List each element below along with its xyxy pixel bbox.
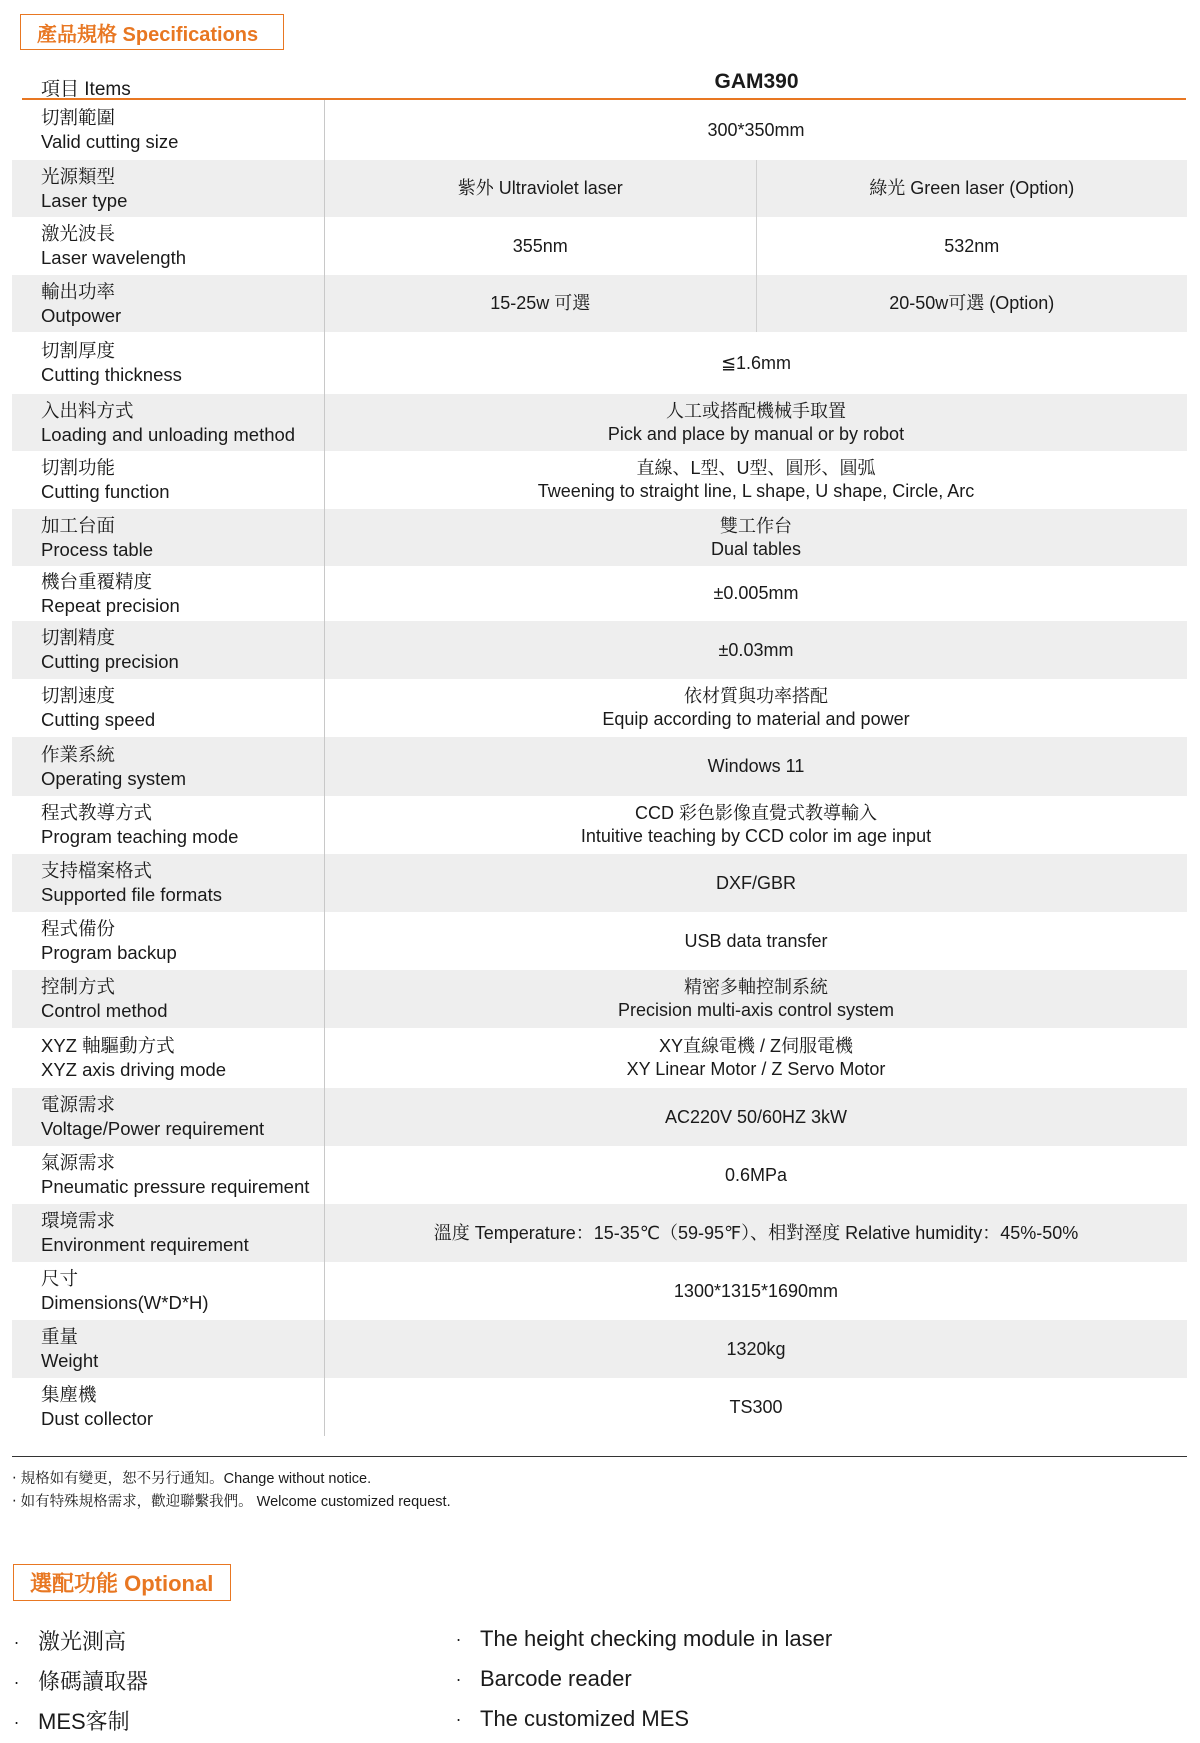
item-value <box>325 160 1187 217</box>
item-label-en: Supported file formats <box>41 884 222 905</box>
bullet-icon: ‧ <box>456 1673 462 1690</box>
item-label <box>12 679 325 737</box>
item-label <box>12 796 325 854</box>
item-value <box>325 394 1187 451</box>
list-item: ‧ MES客制 <box>14 1703 148 1743</box>
value-bilingual <box>618 976 894 1022</box>
item-label-zh: 環境需求 <box>41 1210 116 1231</box>
table-row <box>12 912 1187 970</box>
item-value: 300*350mm <box>707 119 805 140</box>
specifications-title: 產品規格 Specifications <box>20 14 284 50</box>
item-label <box>12 1088 325 1146</box>
value-bilingual <box>608 400 904 446</box>
value-en: Intuitive teaching by CCD color im age input <box>580 826 932 846</box>
item-label-en: Voltage/Power requirement <box>41 1118 265 1139</box>
item-label <box>12 737 325 796</box>
item-label-zh: 切割厚度 <box>41 340 116 361</box>
item-label-zh: 激光波長 <box>41 223 116 244</box>
table-row <box>12 566 1187 621</box>
item-label-en: Laser wavelength <box>41 247 187 268</box>
item-label <box>12 451 325 509</box>
item-label <box>12 100 325 160</box>
item-value: ±0.03mm <box>718 639 794 660</box>
value-standard: 355nm <box>512 235 568 256</box>
item-label-zh: 切割功能 <box>41 457 116 478</box>
table-row <box>12 100 1187 160</box>
item-label <box>12 854 325 912</box>
item-label-en: Program backup <box>41 942 177 963</box>
table-row <box>12 1378 1187 1436</box>
table-row <box>12 160 1187 217</box>
item-label-en: Valid cutting size <box>41 131 179 152</box>
value-en: Equip according to material and power <box>602 709 910 729</box>
item-value: DXF/GBR <box>715 872 796 893</box>
value-en: XY Linear Motor / Z Servo Motor <box>626 1059 886 1079</box>
item-value <box>325 509 1187 566</box>
item-label-en: Outpower <box>41 304 122 326</box>
table-row <box>12 1320 1187 1378</box>
item-label-zh: 支持檔案格式 <box>41 860 153 881</box>
table-row <box>12 509 1187 566</box>
bullet-icon: ‧ <box>14 1676 20 1693</box>
item-value: TS300 <box>729 1396 783 1417</box>
item-label-en: Cutting thickness <box>41 364 182 385</box>
item-label <box>12 509 325 566</box>
item-label <box>12 912 325 970</box>
item-label-zh: 機台重覆精度 <box>41 570 153 592</box>
item-value <box>325 217 1187 275</box>
table-row <box>12 679 1187 737</box>
item-label-zh: 輸出功率 <box>41 280 116 302</box>
item-label-en: Dimensions(W*D*H) <box>41 1292 209 1313</box>
table-row <box>12 1204 1187 1262</box>
item-label <box>12 1320 325 1378</box>
note-customized-request: ‧ 如有特殊規格需求，歡迎聯繫我們。 Welcome customized request. <box>12 1494 451 1510</box>
note-change-notice: ‧ 規格如有變更，恕不另行通知。Change without notice. <box>12 1471 372 1487</box>
item-label-zh: 程式備份 <box>41 918 116 939</box>
item-label-zh: 切割精度 <box>41 627 116 648</box>
item-label <box>12 160 325 217</box>
item-value: ≦1.6mm <box>720 352 792 373</box>
item-label <box>12 1262 325 1320</box>
item-value <box>325 275 1187 332</box>
optional-list-zh <box>14 1623 148 1743</box>
item-value <box>325 679 1187 737</box>
value-option: 綠光 Green laser (Option) <box>756 160 1188 217</box>
table-row <box>12 1262 1187 1320</box>
item-value: 1300*1315*1690mm <box>673 1280 839 1301</box>
value-zh: 直線、L型、U型、圓形、圓弧 <box>636 458 876 478</box>
spec-table <box>12 100 1187 1436</box>
item-value: USB data transfer <box>684 930 828 951</box>
item-label-en: Environment requirement <box>41 1234 249 1255</box>
item-label <box>12 1028 325 1088</box>
list-item: ‧ The customized MES <box>456 1700 832 1740</box>
item-label <box>12 1378 325 1436</box>
item-label-zh: 加工台面 <box>41 514 116 536</box>
item-value: 0.6MPa <box>724 1164 788 1185</box>
table-row <box>12 394 1187 451</box>
item-label-zh: XYZ 軸驅動方式 <box>41 1035 175 1056</box>
item-value: 1320kg <box>726 1338 786 1359</box>
item-label-en: Program teaching mode <box>41 826 239 847</box>
item-label <box>12 217 325 275</box>
notes <box>12 1468 451 1514</box>
value-zh: 雙工作台 <box>720 515 792 536</box>
item-label-zh: 電源需求 <box>41 1094 116 1115</box>
table-row <box>12 275 1187 332</box>
table-row <box>12 217 1187 275</box>
value-standard: 紫外 Ultraviolet laser <box>457 178 623 198</box>
item-label-zh: 重量 <box>41 1326 79 1347</box>
model-column-label: GAM390 <box>714 70 799 93</box>
optional-title: 選配功能 Optional <box>13 1564 231 1601</box>
optional-list-en <box>456 1620 832 1740</box>
item-label-zh: 入出料方式 <box>41 399 134 421</box>
table-bottom-rule <box>12 1456 1187 1457</box>
table-row <box>12 332 1187 394</box>
table-row <box>12 451 1187 509</box>
item-label-en: Dust collector <box>41 1408 154 1429</box>
table-row <box>12 1088 1187 1146</box>
item-label-zh: 集塵機 <box>41 1384 97 1405</box>
table-row <box>12 854 1187 912</box>
value-option: 532nm <box>756 217 1188 275</box>
item-label-zh: 切割速度 <box>41 685 116 706</box>
table-row <box>12 1028 1187 1088</box>
value-en: Precision multi-axis control system <box>617 1000 895 1020</box>
value-bilingual <box>538 457 975 503</box>
items-column-label: 項目 Items <box>41 79 131 100</box>
value-en: Dual tables <box>710 538 802 559</box>
item-label-en: Cutting speed <box>41 709 156 730</box>
list-item: ‧ 激光測高 <box>14 1623 148 1663</box>
item-label-en: Process table <box>41 538 154 560</box>
table-row <box>12 621 1187 679</box>
value-zh: 精密多軸控制系統 <box>683 977 828 997</box>
item-value: ±0.005mm <box>713 583 799 603</box>
table-row <box>12 970 1187 1028</box>
item-value: 溫度 Temperature：15-35℃（59-95℉）、相對溼度 Relative humidity：45%-50% <box>433 1222 1079 1243</box>
bullet-icon: ‧ <box>14 1716 20 1733</box>
item-label-en: Operating system <box>41 767 186 789</box>
value-zh: 人工或搭配機械手取置 <box>665 400 846 421</box>
item-label-en: Laser type <box>41 189 128 211</box>
item-label <box>12 1204 325 1262</box>
item-label <box>12 621 325 679</box>
value-zh: CCD 彩色影像直覺式教導輸入 <box>635 803 877 823</box>
value-bilingual <box>581 802 931 848</box>
item-value <box>325 970 1187 1028</box>
list-item: ‧ The height checking module in laser <box>456 1620 832 1660</box>
item-label <box>12 332 325 394</box>
bullet-icon: ‧ <box>14 1636 20 1653</box>
item-label-zh: 尺寸 <box>41 1268 79 1289</box>
list-item: ‧ Barcode reader <box>456 1660 832 1700</box>
spec-table-header <box>22 70 1186 100</box>
item-value <box>325 796 1187 854</box>
item-value <box>325 1028 1187 1088</box>
item-value: Windows 11 <box>707 756 805 776</box>
item-label-en: Pneumatic pressure requirement <box>41 1176 310 1197</box>
item-label-en: Weight <box>41 1350 99 1371</box>
value-en: Pick and place by manual or by robot <box>607 423 905 444</box>
item-label <box>12 394 325 451</box>
item-label <box>12 566 325 621</box>
value-zh: XY直線電機 / Z伺服電機 <box>658 1036 853 1056</box>
item-label <box>12 275 325 332</box>
table-row <box>12 1146 1187 1204</box>
item-label-zh: 氣源需求 <box>41 1152 116 1173</box>
table-row <box>12 737 1187 796</box>
value-bilingual <box>627 1035 886 1081</box>
item-value <box>325 451 1187 509</box>
item-label-en: Repeat precision <box>41 594 180 616</box>
item-label <box>12 1146 325 1204</box>
item-label-en: Loading and unloading method <box>41 423 296 445</box>
item-label-en: Cutting function <box>41 481 170 502</box>
list-item: ‧ 條碼讀取器 <box>14 1663 148 1703</box>
value-bilingual <box>711 515 801 561</box>
item-label-zh: 光源類型 <box>41 165 116 187</box>
item-label-zh: 作業系統 <box>41 743 116 765</box>
bullet-icon: ‧ <box>456 1713 462 1730</box>
table-row <box>12 796 1187 854</box>
value-standard: 15-25w 可選 <box>490 293 591 313</box>
value-option: 20-50w可選 (Option) <box>756 275 1188 332</box>
item-label-en: Cutting precision <box>41 651 179 672</box>
item-label-zh: 控制方式 <box>41 976 116 997</box>
item-value: AC220V 50/60HZ 3kW <box>664 1106 848 1127</box>
item-label-zh: 切割範圍 <box>41 107 116 128</box>
value-en: Tweening to straight line, L shape, U shape, Circle, Arc <box>537 481 975 501</box>
value-bilingual <box>602 685 909 731</box>
item-label-en: XYZ axis driving mode <box>41 1059 227 1080</box>
item-label-en: Control method <box>41 1000 168 1021</box>
item-label <box>12 970 325 1028</box>
value-zh: 依材質與功率搭配 <box>684 686 828 706</box>
item-label-zh: 程式教導方式 <box>41 802 153 823</box>
bullet-icon: ‧ <box>456 1633 462 1650</box>
